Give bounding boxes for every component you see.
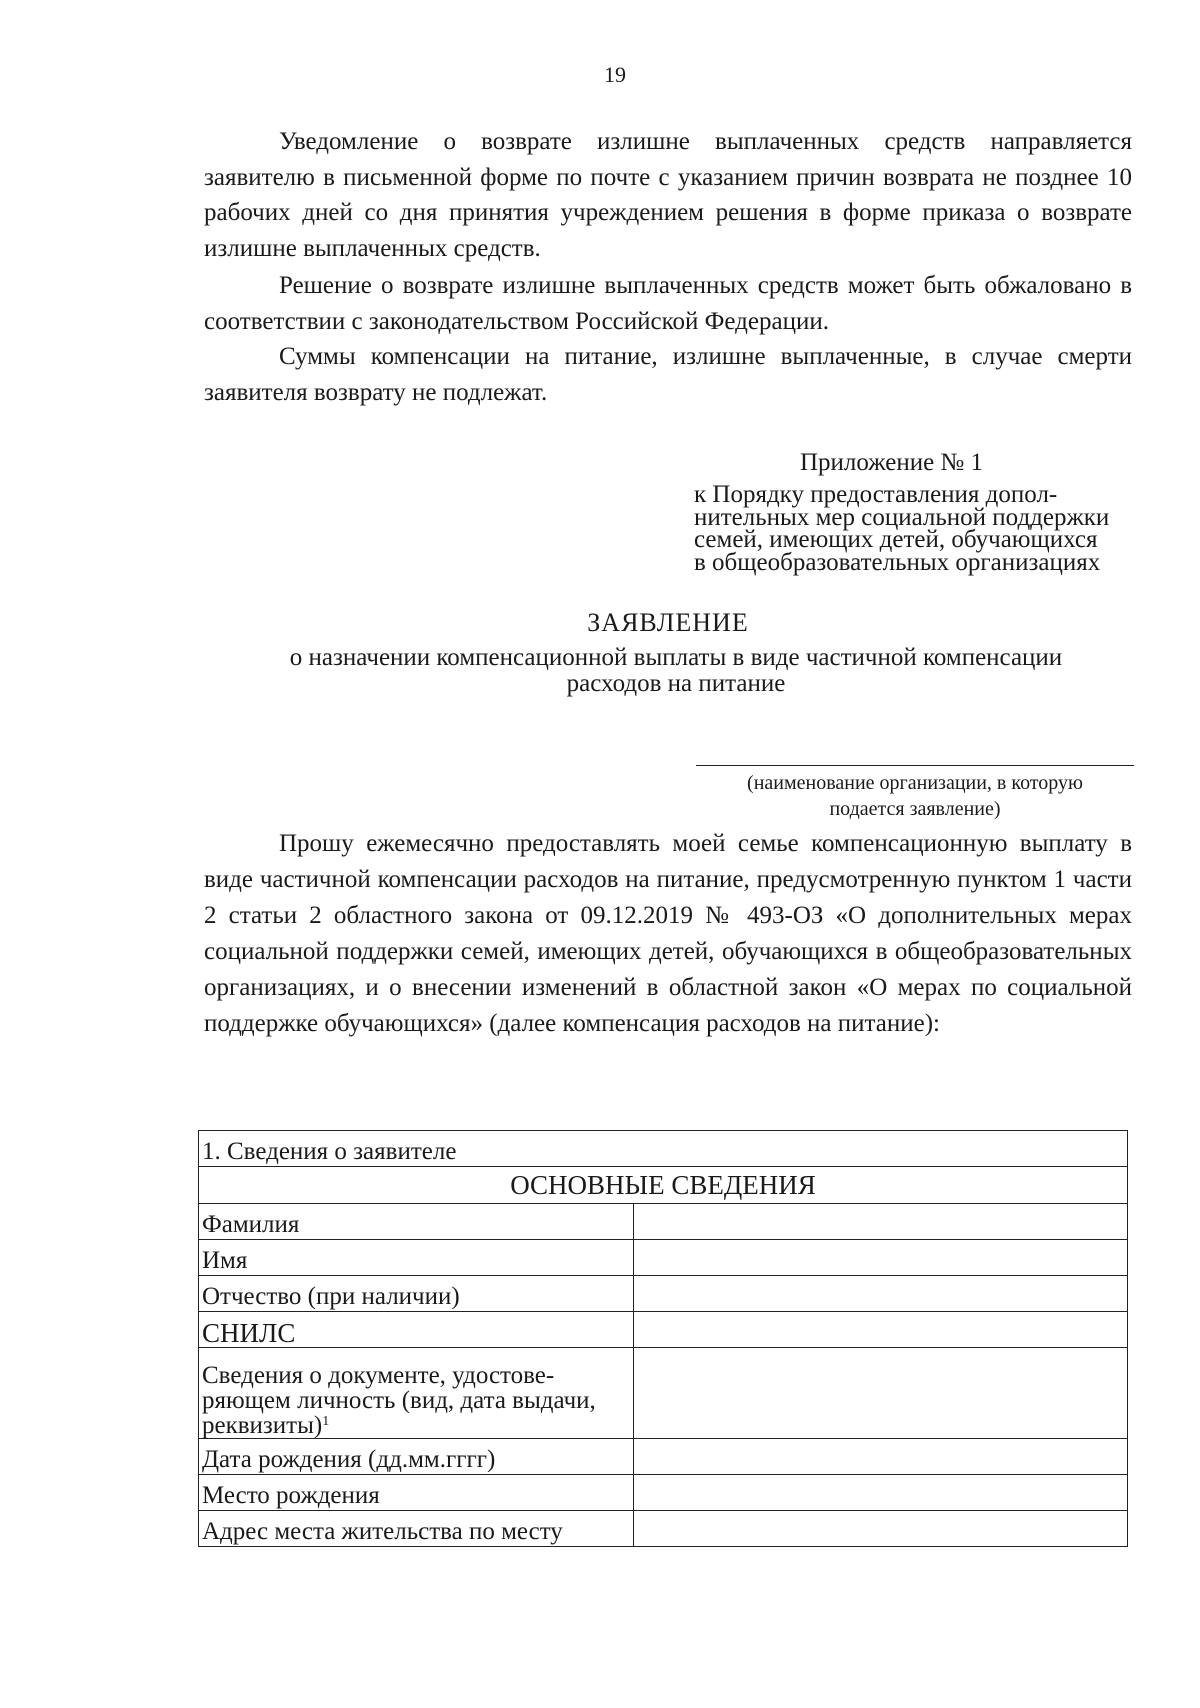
field-label-birth-place: Место рождения [199, 1475, 634, 1511]
subsection-header-cell: ОСНОВНЫЕ СВЕДЕНИЯ [199, 1167, 1128, 1204]
label-line: Сведения о документе, удостове- [202, 1362, 555, 1389]
field-label-name: Имя [199, 1240, 634, 1276]
field-label-surname: Фамилия [199, 1204, 634, 1240]
paragraph-refund-notice: Уведомление о возврате излишне выплаченных средств направляется заявителю в письменной форме по почте с указанием причин возврата не позднее 10 рабочих дней со дня принятия учреждением решения в форме приказа о возврате излишне выплаченных средств. [204, 128, 1132, 262]
field-value-snils[interactable] [634, 1312, 1128, 1348]
field-label-patronymic: Отчество (при наличии) [199, 1276, 634, 1312]
field-label-identity-document [199, 1348, 634, 1439]
table-row [199, 1167, 1128, 1204]
field-value-birth-date[interactable] [634, 1439, 1128, 1475]
table-row [199, 1475, 1128, 1511]
field-label-snils: СНИЛС [199, 1312, 634, 1348]
organization-caption [696, 770, 1134, 822]
field-value-name[interactable] [634, 1240, 1128, 1276]
table-row [199, 1240, 1128, 1276]
caption-line: (наименование организации, в которую [747, 772, 1083, 794]
footnote-marker: 1 [322, 1414, 330, 1429]
field-value-identity-document[interactable] [634, 1348, 1128, 1439]
annex-line: в общеобразовательных организациях [694, 548, 1101, 576]
paragraph-death-case: Суммы компенсации на питание, излишне выплаченные, в случае смерти заявителя возврату не подлежат. [204, 343, 1132, 406]
application-subtitle [226, 645, 1126, 697]
table-row [199, 1348, 1128, 1439]
page-number: 19 [604, 62, 626, 87]
caption-line: подается заявление) [829, 798, 1001, 820]
application-title: ЗАЯВЛЕНИЕ [587, 608, 749, 637]
label-line: ряющем личность (вид, дата выдачи, [202, 1387, 596, 1414]
applicant-info-table [198, 1130, 1128, 1547]
field-value-surname[interactable] [634, 1204, 1128, 1240]
field-value-birth-place[interactable] [634, 1475, 1128, 1511]
table-row [199, 1276, 1128, 1312]
table-row [199, 1312, 1128, 1348]
paragraph-request: Прошу ежемесячно предоставлять моей семье компенсационную выплату в виде частичной компенсации расходов на питание, предусмотренную пунктом 1 части 2 статьи 2 областного закона от 09.12.2019 № 493-ОЗ «О дополнительных мерах социальной поддержки семей, имеющих детей, обучающихся в общеобразовательных организациях, и о внесении изменений в областной закон «О мерах по социальной поддержке обучающихся» (далее компенсация расходов на питание): [204, 830, 1132, 1037]
organization-name-line [696, 765, 1134, 766]
table-row [199, 1204, 1128, 1240]
label-line [202, 1413, 630, 1438]
paragraph-appeal: Решение о возврате излишне выплаченных средств может быть обжаловано в соответствии с законодательством Российской Федерации. [204, 272, 1132, 335]
field-value-patronymic[interactable] [634, 1276, 1128, 1312]
section-header-cell: 1. Сведения о заявителе [199, 1131, 1128, 1167]
annex-line: к Порядку предоставления допол- [694, 481, 1058, 508]
table-row [199, 1131, 1128, 1167]
subtitle-line: о назначении компенсационной выплаты в виде частичной компенсации [289, 644, 1063, 671]
annex-line: семей, имеющих детей, обучающихся [694, 526, 1098, 553]
field-value-address[interactable] [634, 1511, 1128, 1547]
annex-reference [694, 481, 1134, 576]
label-text: реквизиты) [202, 1412, 323, 1439]
table-row [199, 1439, 1128, 1475]
table-row [199, 1511, 1128, 1547]
subtitle-line: расходов на питание [566, 670, 786, 697]
annex-line: нительных мер социальной поддержки [694, 503, 1110, 531]
annex-title: Приложение № 1 [800, 449, 984, 476]
field-label-birth-date: Дата рождения (дд.мм.гггг) [199, 1439, 634, 1475]
field-label-address: Адрес места жительства по месту [199, 1511, 634, 1547]
